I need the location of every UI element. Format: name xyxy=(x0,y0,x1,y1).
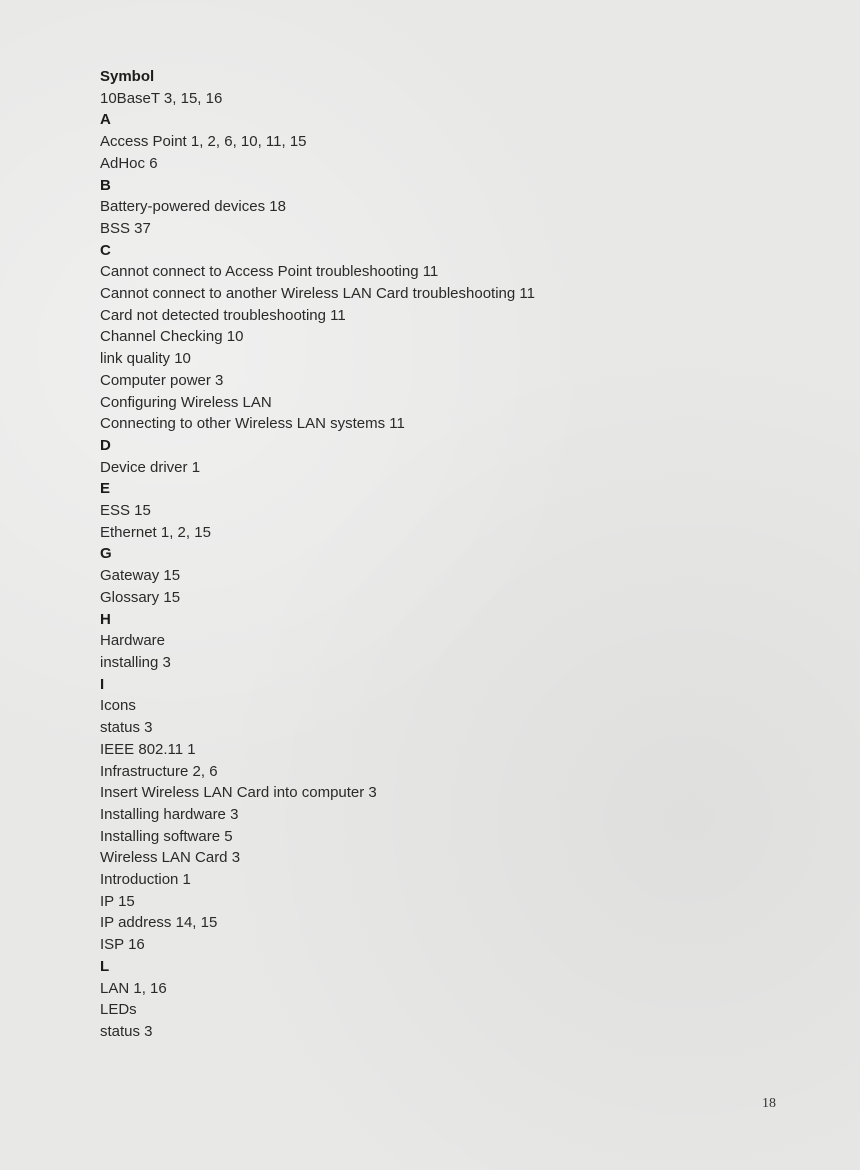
index-entry: Connecting to other Wireless LAN systems 11 xyxy=(100,415,405,433)
index-entry: Introduction 1 xyxy=(100,871,191,889)
index-letter-heading: A xyxy=(100,111,111,129)
index-letter-heading: B xyxy=(100,176,111,194)
index-letter-heading: D xyxy=(100,436,111,454)
index-entry: IP 15 xyxy=(100,892,135,910)
index-entry: LAN 1, 16 xyxy=(100,979,167,997)
index-entry: status 3 xyxy=(100,719,153,737)
index-entry: LEDs xyxy=(100,1001,137,1019)
index-entry: Gateway 15 xyxy=(100,567,181,585)
index-entry: Glossary 15 xyxy=(100,588,181,606)
index-entry: Cannot connect to Access Point troubleshooting 11 xyxy=(100,263,439,281)
index-entry: ESS 15 xyxy=(100,502,151,520)
index-entry: status 3 xyxy=(100,1022,153,1040)
index-entry: Installing software 5 xyxy=(100,827,233,845)
index-entry: Channel Checking 10 xyxy=(100,328,244,346)
index-entry: Access Point 1, 2, 6, 10, 11, 15 xyxy=(100,133,307,151)
index-entry: IEEE 802.11 1 xyxy=(100,740,196,758)
index-entry: IP address 14, 15 xyxy=(100,914,218,932)
index-letter-heading: L xyxy=(100,957,110,975)
index-entry: Wireless LAN Card 3 xyxy=(100,849,241,867)
index-entry: Ethernet 1, 2, 15 xyxy=(100,523,211,541)
index-entry: Icons xyxy=(100,697,136,715)
index-entry: BSS 37 xyxy=(100,219,151,237)
index-entry: ISP 16 xyxy=(100,936,145,954)
index-entry: Computer power 3 xyxy=(100,371,224,389)
index-letter-heading: I xyxy=(100,675,105,693)
index-entry: Battery-powered devices 18 xyxy=(100,198,286,216)
index-entry: 10BaseT 3, 15, 16 xyxy=(100,89,223,107)
index-letter-heading: Symbol xyxy=(100,68,155,85)
index-entry: Configuring Wireless LAN xyxy=(100,393,272,411)
index-entry: link quality 10 xyxy=(100,350,191,368)
page-number: 18 xyxy=(762,1096,776,1111)
index-entry: AdHoc 6 xyxy=(100,154,158,172)
index-entry: Card not detected troubleshooting 11 xyxy=(100,306,346,324)
index-letter-heading: H xyxy=(100,610,111,628)
index-entry: Insert Wireless LAN Card into computer 3 xyxy=(100,784,377,802)
index-entry: Infrastructure 2, 6 xyxy=(100,762,218,780)
index-letter-heading: E xyxy=(100,480,111,498)
index-entry: installing 3 xyxy=(100,653,171,671)
index-entry: Installing hardware 3 xyxy=(100,805,239,823)
index-letter-heading: C xyxy=(100,241,111,259)
index-entry: Cannot connect to another Wireless LAN Card troubleshooting 11 xyxy=(100,285,535,303)
index-entry: Hardware xyxy=(100,632,166,650)
index-entry: Device driver 1 xyxy=(100,458,201,476)
index-list xyxy=(100,66,740,1043)
index-letter-heading: G xyxy=(100,545,112,563)
